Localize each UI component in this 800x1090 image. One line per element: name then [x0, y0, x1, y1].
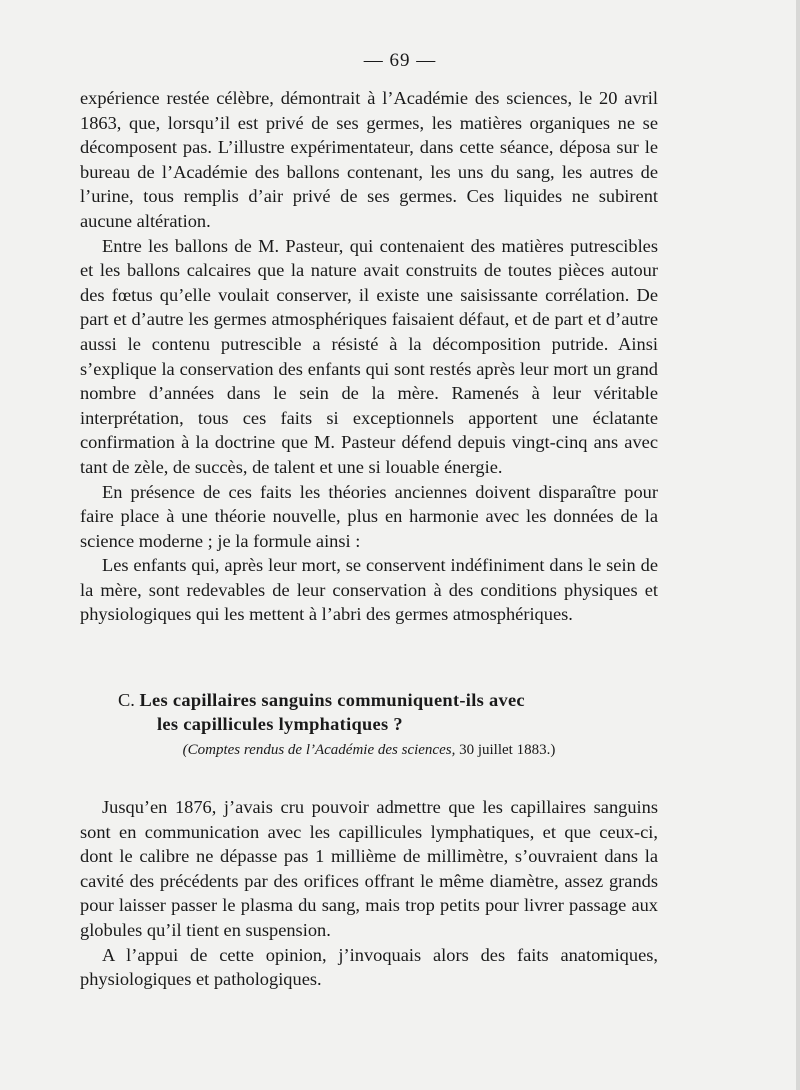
body-text-bottom [80, 795, 658, 992]
paragraph: Entre les ballons de M. Pasteur, qui contenaient des matières putrescibles et les ballons calcaires que la nature avait construits de toutes pièces autour des fœtus qu’elle voulait conserver, il existe une saisissante corrélation. De part et d’autre les germes atmosphériques faisaient défaut, et de part et d’autre aussi le contenu putrescible a résisté à la décomposition putride. Ainsi s’explique la conservation des enfants qui sont restés après leur mort un grand nombre d’années dans le sein de la mère. Ramenés à leur véritable interprétation, tous ces faits si exceptionnels apportent une éclatante confirmation à la doctrine que M. Pasteur défend depuis vingt-cinq ans avec tant de zèle, de succès, de talent et une si louable énergie. [80, 235, 658, 477]
section-heading-line-1 [80, 688, 658, 712]
section-letter: C. [118, 690, 135, 710]
paragraph: En présence de ces faits les théories anciennes doivent disparaître pour faire place à une théorie nouvelle, plus en harmonie avec les données de la science moderne ; je la formule ainsi : [80, 481, 658, 551]
paragraph: Jusqu’en 1876, j’avais cru pouvoir admettre que les capillaires sanguins sont en communication avec les capillicules lymphatiques, et que ceux-ci, dont le calibre ne dépasse pas 1 millième de millimètre, s’ouvraient dans la cavité des précédents par des orifices offrant le même diamètre, assez grands pour laisser passer le plasma du sang, mais trop petits pour livrer passage aux globules qu’il tient en suspension. [80, 797, 658, 940]
paragraph: expérience restée célèbre, démontrait à l’Académie des sciences, le 20 avril 1863, que, lorsqu’il est privé de ses germes, les matières organiques ne se décomposent pas. L’illustre expérimentateur, dans cette séance, déposa sur le bureau de l’Académie des ballons contenant, les uns du sang, les autres de l’urine, tous remplis d’air privé de ses germes. Ces liquides ne subirent aucune altération. [80, 88, 658, 231]
page-edge [796, 0, 800, 1090]
paragraph: A l’appui de cette opinion, j’invoquais alors des faits anatomiques, physiologiques et pathologiques. [80, 944, 658, 990]
section-title-line-1: Les capillaires sanguins communiquent-ils avec [139, 690, 525, 710]
body-text-top [80, 86, 658, 627]
section-title-line-2: les capillicules lymphatiques ? [157, 714, 403, 734]
paragraph: Les enfants qui, après leur mort, se conservent indéfiniment dans le sein de la mère, sont redevables de leur conservation à des conditions physiques et physiologiques qui les mettent à l’abri des germes atmosphériques. [80, 555, 658, 625]
citation [80, 740, 658, 760]
citation-source: (Comptes rendus de l’Académie des sciences, [182, 742, 456, 758]
citation-date: 30 juillet 1883.) [459, 742, 556, 758]
page-number: — 69 — [363, 50, 437, 71]
section-heading [80, 688, 658, 736]
section-heading-line-2 [80, 712, 658, 736]
